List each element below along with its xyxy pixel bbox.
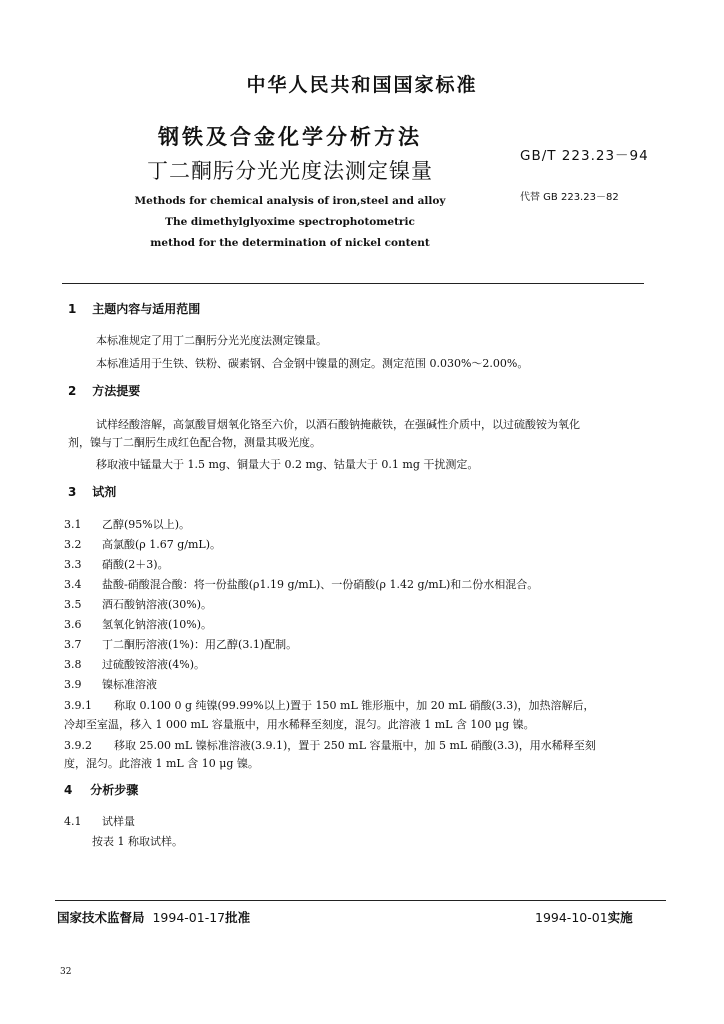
list-item <box>64 616 212 632</box>
item-number: 3.1 <box>64 518 82 531</box>
item-number: 3.6 <box>64 618 82 631</box>
item-text: 酒石酸钠溶液(30%)。 <box>102 598 213 611</box>
paragraph-line: 冷却至室温，移入 1 000 mL 容量瓶中，用水稀释至刻度，混匀。此溶液 1 mL 含 100 μg 镍。 <box>64 718 535 731</box>
list-item <box>64 596 212 612</box>
item-text: 氢氧化钠溶液(10%)。 <box>102 618 213 631</box>
title-en-line-3: method for the determination of nickel content <box>150 237 430 249</box>
implementation-date: 1994-10-01 <box>535 910 608 925</box>
title-en-line-2: The dimethylglyoxime spectrophotometric <box>165 216 415 228</box>
list-item <box>64 536 221 552</box>
standard-number: GB/T 223.23－94 <box>520 148 649 164</box>
item-text: 镍标准溶液 <box>102 678 157 691</box>
footer-divider <box>55 900 666 901</box>
section-title: 试剂 <box>92 485 117 499</box>
paragraph-line: 剂，镍与丁二酮肟生成红色配合物，测量其吸光度。 <box>68 436 321 449</box>
paragraph: 本标准适用于生铁、铁粉、碳素钢、合金钢中镍量的测定。测定范围 0.030%～2.00%。 <box>96 357 529 370</box>
page-number: 32 <box>60 967 72 977</box>
footer-approval <box>57 908 250 926</box>
paragraph: 本标准规定了用丁二酮肟分光光度法测定镍量。 <box>96 334 327 347</box>
header-divider <box>62 283 644 284</box>
paragraph-line: 试样经酸溶解，高氯酸冒烟氧化铬至六价，以酒石酸钠掩蔽铁，在强碱性介质中，以过硫酸铵为氧化 <box>96 418 580 431</box>
item-text: 盐酸-硝酸混合酸：将一份盐酸(ρ1.19 g/mL)、一份硝酸(ρ 1.42 g/mL)和二份水相混合。 <box>102 578 539 591</box>
item-number: 3.4 <box>64 578 82 591</box>
subsection-heading <box>64 813 135 829</box>
item-text: 移取 25.00 mL 镍标准溶液(3.9.1)，置于 250 mL 容量瓶中，加 5 mL 硝酸(3.3)，用水稀释至刻 <box>114 739 596 752</box>
item-number: 3.7 <box>64 638 82 651</box>
item-number: 3.9.1 <box>64 699 92 712</box>
title-en-line-1: Methods for chemical analysis of iron,steel and alloy <box>134 195 446 207</box>
item-number: 3.9.2 <box>64 739 92 752</box>
section-1-heading <box>68 300 200 317</box>
approve-date: 1994-01-17 <box>152 910 226 925</box>
item-text: 过硫酸铵溶液(4%)。 <box>102 658 206 671</box>
section-4-heading <box>64 781 138 798</box>
item-number: 3.9 <box>64 678 82 691</box>
section-title: 主题内容与适用范围 <box>92 302 201 316</box>
list-item <box>64 656 205 672</box>
list-item <box>64 697 595 713</box>
item-text: 硝酸(2＋3)。 <box>102 558 169 571</box>
approve-label: 批准 <box>225 910 251 925</box>
item-text: 丁二酮肟溶液(1%)：用乙醇(3.1)配制。 <box>102 638 298 651</box>
list-item <box>64 556 169 572</box>
item-text: 乙醇(95%以上)。 <box>102 518 191 531</box>
list-item <box>64 576 538 592</box>
issuer: 国家技术监督局 <box>57 910 145 925</box>
implementation-label: 实施 <box>607 910 633 925</box>
section-2-heading <box>68 382 140 399</box>
section-3-heading <box>68 483 116 500</box>
list-item <box>64 737 596 753</box>
title-cn-line-1: 钢铁及合金化学分析方法 <box>158 125 422 149</box>
item-number: 3.3 <box>64 558 82 571</box>
item-number: 3.5 <box>64 598 82 611</box>
paragraph: 移取液中锰量大于 1.5 mg、铜量大于 0.2 mg、钴量大于 0.1 mg 干扰测定。 <box>96 458 479 471</box>
section-number: 3 <box>68 485 77 499</box>
section-title: 分析步骤 <box>90 783 139 797</box>
national-standard-label: 中华人民共和国国家标准 <box>246 74 478 96</box>
footer-implementation <box>535 908 633 926</box>
section-number: 4 <box>64 783 73 797</box>
item-text: 称取 0.100 0 g 纯镍(99.99%以上)置于 150 mL 锥形瓶中，加 20 mL 硝酸(3.3)，加热溶解后， <box>114 699 595 712</box>
paragraph-line: 度，混匀。此溶液 1 mL 含 10 μg 镍。 <box>64 757 259 770</box>
item-text: 试样量 <box>102 815 135 828</box>
list-item <box>64 516 190 532</box>
item-text: 高氯酸(ρ 1.67 g/mL)。 <box>102 538 222 551</box>
list-item <box>64 676 157 692</box>
item-number: 3.2 <box>64 538 82 551</box>
paragraph: 按表 1 称取试样。 <box>92 835 183 848</box>
section-number: 2 <box>68 384 77 398</box>
item-number: 3.8 <box>64 658 82 671</box>
list-item <box>64 636 297 652</box>
item-number: 4.1 <box>64 815 82 828</box>
section-title: 方法提要 <box>92 384 141 398</box>
replaces-standard: 代替 GB 223.23－82 <box>520 192 619 203</box>
section-number: 1 <box>68 302 77 316</box>
title-cn-line-2: 丁二酮肟分光光度法测定镍量 <box>147 159 433 183</box>
